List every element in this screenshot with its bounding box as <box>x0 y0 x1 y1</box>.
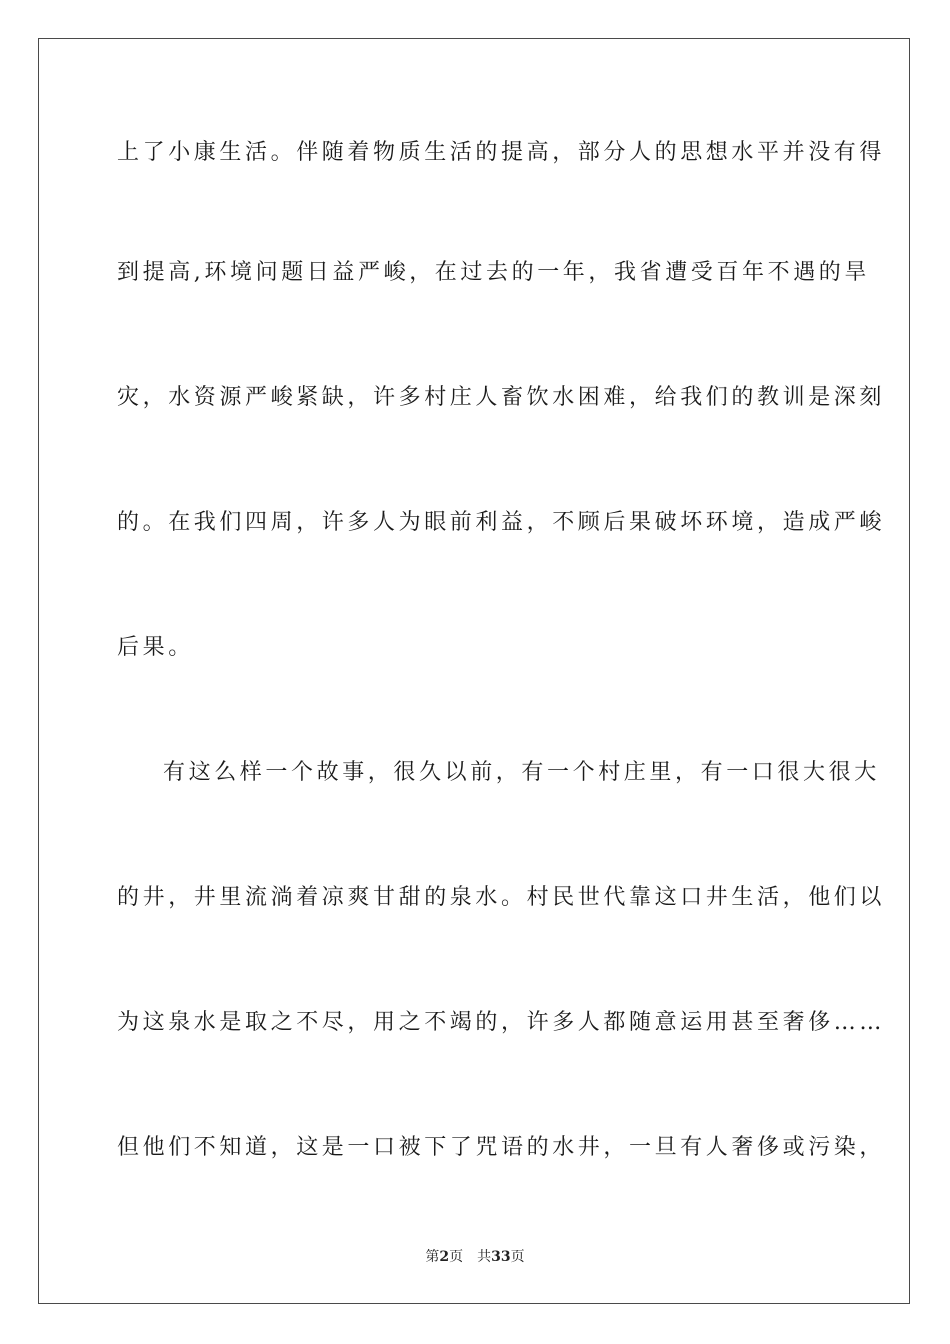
body-text-line: 但他们不知道，这是一口被下了咒语的水井，一旦有人奢侈或污染， <box>117 1135 886 1160</box>
page-prefix: 第 <box>425 1249 440 1265</box>
body-text-line: 灾，水资源严峻紧缺，许多村庄人畜饮水困难，给我们的教训是深刻 <box>117 385 886 410</box>
page-footer <box>0 1247 950 1267</box>
body-text-line: 为这泉水是取之不尽，用之不竭的，许多人都随意运用甚至奢侈…… <box>117 1010 886 1035</box>
body-text-line: 的井，井里流淌着凉爽甘甜的泉水。村民世代靠这口井生活，他们以 <box>117 885 886 910</box>
current-page-number: 2 <box>439 1249 450 1265</box>
total-prefix: 共 <box>477 1249 492 1265</box>
body-text-line: 上了小康生活。伴随着物质生活的提高，部分人的思想水平并没有得 <box>117 140 886 165</box>
body-text-line: 后果。 <box>117 635 194 660</box>
page-suffix: 页 <box>449 1249 464 1265</box>
body-text-line: 的。在我们四周，许多人为眼前利益，不顾后果破坏环境，造成严峻 <box>117 510 886 535</box>
body-text-line: 到提高,环境问题日益严峻，在过去的一年，我省遭受百年不遇的旱 <box>117 260 870 285</box>
total-page-count: 33 <box>491 1249 511 1265</box>
paragraph-first-line: 有这么样一个故事，很久以前，有一个村庄里，有一口很大很大 <box>163 760 880 785</box>
page-border <box>38 38 910 1304</box>
total-suffix: 页 <box>510 1249 525 1265</box>
